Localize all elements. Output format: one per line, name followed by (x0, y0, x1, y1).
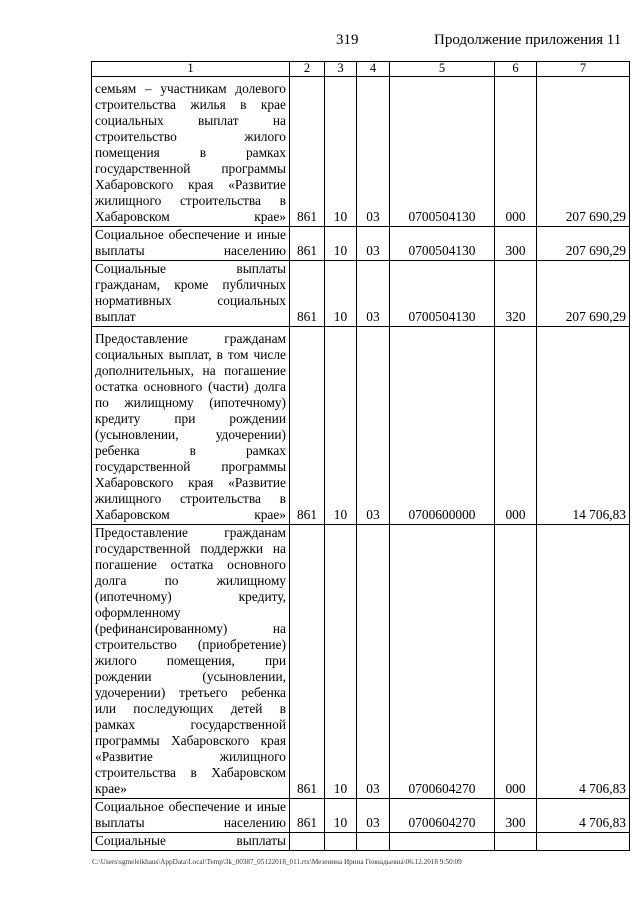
grbs-code: 861 (290, 261, 325, 327)
column-number: 5 (390, 62, 495, 77)
row-description: Социальное обеспечение и иные выплаты населению (92, 799, 290, 833)
expense-type-code: 300 (495, 799, 537, 833)
target-article-code (390, 833, 495, 851)
column-number: 2 (290, 62, 325, 77)
expense-type-code: 000 (495, 525, 537, 799)
table-row (92, 525, 630, 799)
expense-type-code: 000 (495, 77, 537, 227)
expense-type-code: 300 (495, 227, 537, 261)
amount: 4 706,83 (537, 525, 630, 799)
target-article-code: 0700600000 (390, 327, 495, 525)
section-code: 10 (325, 327, 357, 525)
row-description: семьям – участникам долевого строительства жилья в крае социальных выплат на строительство жилого помещения в рамках государственной программы Хабаровского края «Развитие жилищного строительства в Хабаровском крае» (92, 77, 290, 227)
expense-type-code: 320 (495, 261, 537, 327)
amount: 14 706,83 (537, 327, 630, 525)
column-number: 1 (92, 62, 290, 77)
continuation-label: Продолжение приложения 11 (434, 32, 622, 48)
section-code: 10 (325, 77, 357, 227)
target-article-code: 0700504130 (390, 77, 495, 227)
row-description: Предоставление гражданам социальных выплат, в том числе дополнительных, на погашение остатка основного (части) долга по жилищному (ипотечному) кредиту при рождении (усыновлении, удочерении) ребенка в рамках государственной программы Хабаровского края «Развитие жилищного строительства в Хабаровском крае» (92, 327, 290, 525)
section-code: 10 (325, 525, 357, 799)
grbs-code: 861 (290, 525, 325, 799)
table-row (92, 77, 630, 227)
column-number: 6 (495, 62, 537, 77)
target-article-code: 0700504130 (390, 261, 495, 327)
table-row (92, 227, 630, 261)
subsection-code: 03 (357, 799, 390, 833)
expense-type-code: 000 (495, 327, 537, 525)
grbs-code: 861 (290, 327, 325, 525)
column-number: 4 (357, 62, 390, 77)
table-row (92, 261, 630, 327)
subsection-code: 03 (357, 227, 390, 261)
table-row (92, 833, 630, 851)
target-article-code: 0700604270 (390, 799, 495, 833)
column-number-row (92, 62, 630, 77)
subsection-code: 03 (357, 261, 390, 327)
row-description: Социальные выплаты (92, 833, 290, 851)
table-row (92, 327, 630, 525)
grbs-code: 861 (290, 799, 325, 833)
target-article-code: 0700604270 (390, 525, 495, 799)
file-path-footer: C:\Users\sgmeleikhaus\AppData\Local\Temp\3k_00387_05122018_011.rtx\Мезенина Ирина Геннадьевна\06.12.2018 9:50:09 (92, 858, 462, 866)
row-description: Предоставление гражданам государственной поддержки на погашение остатка основного долга по жилищному (ипотечному) кредиту, оформленному (рефинансированному) на строительство (приобретение) жилого помещения, при рождении (усыновлении, удочерении) третьего ребенка или последующих детей в рамках государственной программы Хабаровского края «Развитие жилищного строительства в Хабаровском крае» (92, 525, 290, 799)
grbs-code (290, 833, 325, 851)
amount: 207 690,29 (537, 261, 630, 327)
row-description: Социальное обеспечение и иные выплаты населению (92, 227, 290, 261)
grbs-code: 861 (290, 77, 325, 227)
amount (537, 833, 630, 851)
section-code: 10 (325, 227, 357, 261)
grbs-code: 861 (290, 227, 325, 261)
expense-type-code (495, 833, 537, 851)
amount: 4 706,83 (537, 799, 630, 833)
subsection-code: 03 (357, 525, 390, 799)
table-row (92, 799, 630, 833)
subsection-code: 03 (357, 327, 390, 525)
page-number: 319 (336, 32, 359, 48)
subsection-code (357, 833, 390, 851)
column-number: 7 (537, 62, 630, 77)
budget-table (91, 61, 630, 851)
section-code (325, 833, 357, 851)
target-article-code: 0700504130 (390, 227, 495, 261)
subsection-code: 03 (357, 77, 390, 227)
amount: 207 690,29 (537, 77, 630, 227)
row-description: Социальные выплаты гражданам, кроме публичных нормативных социальных выплат (92, 261, 290, 327)
column-number: 3 (325, 62, 357, 77)
section-code: 10 (325, 799, 357, 833)
section-code: 10 (325, 261, 357, 327)
amount: 207 690,29 (537, 227, 630, 261)
